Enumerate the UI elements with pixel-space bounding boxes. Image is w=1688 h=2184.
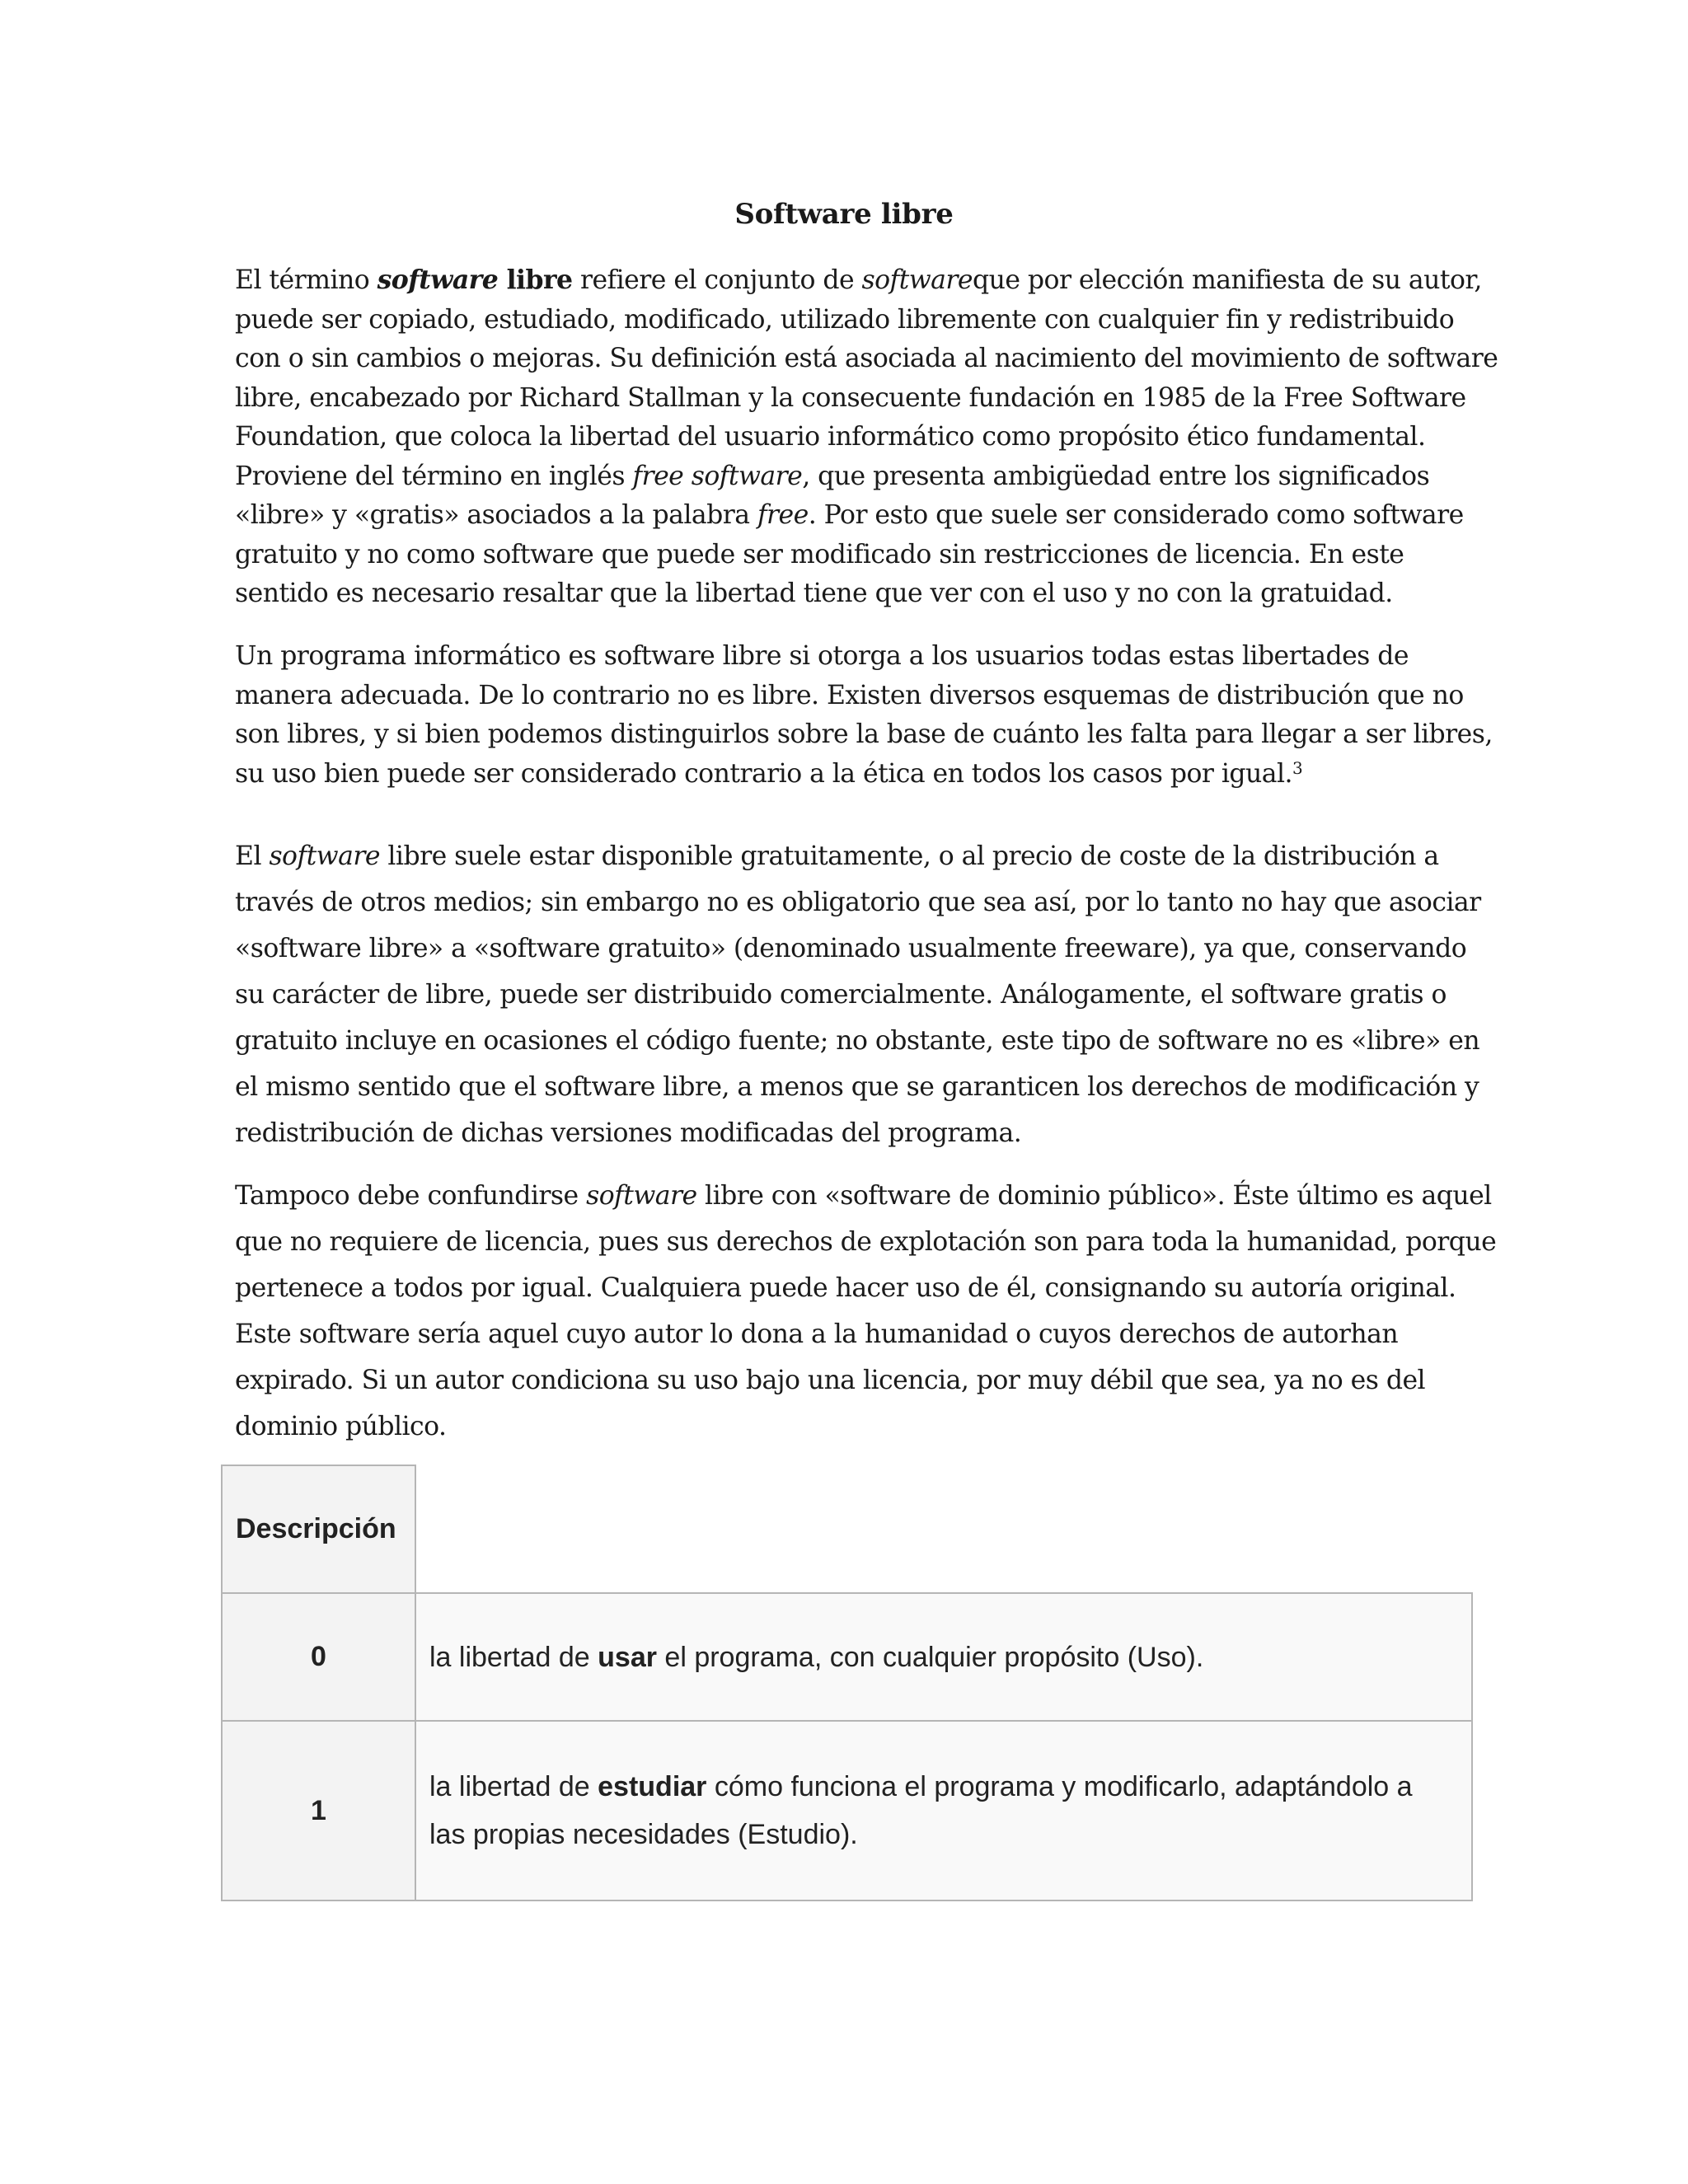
text-line (235, 1173, 1492, 1219)
paragraph-public-domain (235, 1173, 1497, 1450)
text-line: «software libre» a «software gratuito» (denominado usualmente freeware), ya que, conservando (235, 934, 1467, 963)
strong-libre: libre (498, 265, 573, 295)
text-run: libre con «software de dominio público». Éste último es aquel (696, 1181, 1492, 1211)
text-line: son libres, y si bien podemos distinguirlos sobre la base de cuánto les falta para llegar a ser libres, (235, 719, 1493, 749)
table-cell-number: 0 (221, 1592, 416, 1722)
strong-usar: usar (598, 1641, 657, 1673)
text-line: manera adecuada. De lo contrario no es libre. Existen diversos esquemas de distribución que no (235, 680, 1464, 710)
text-run: Tampoco debe confundirse (235, 1181, 587, 1211)
text-line: las propias necesidades (Estudio). (429, 1819, 858, 1850)
text-line (235, 833, 1471, 879)
table-cell-description (415, 1720, 1473, 1901)
text-line: gratuito incluye en ocasiones el código fuente; no obstante, este tipo de software no es «libre» en (235, 1026, 1480, 1056)
freedoms-table (221, 1465, 1473, 1901)
text-line: Foundation, que coloca la libertad del usuario informático como propósito ético fundamental. (235, 422, 1426, 452)
paragraph-definition (235, 260, 1498, 614)
document-title: Software libre (734, 198, 954, 231)
text-run: El término (235, 265, 377, 295)
text-run: su uso bien puede ser considerado contrario a la ética en todos los casos por igual. (235, 758, 1292, 789)
emphasis-software: software (586, 1181, 697, 1211)
text-run: el programa, con cualquier propósito (Uso). (656, 1641, 1204, 1673)
text-run: refiere el conjunto de (572, 265, 862, 295)
text-run: cómo funciona el programa y modificarlo, adaptándolo a (706, 1771, 1413, 1802)
paragraph-freedoms (235, 637, 1493, 794)
text-run: la libertad de (429, 1771, 598, 1802)
strong-estudiar: estudiar (598, 1771, 707, 1802)
text-line: libre, encabezado por Richard Stallman y la consecuente fundación en 1985 de la Free Software (235, 382, 1466, 413)
text-line (235, 496, 1471, 536)
emphasis-software: software (861, 265, 973, 295)
text-line: través de otros medios; sin embargo no es obligatorio que sea así, por lo tanto no hay que asociar (235, 888, 1481, 917)
text-line: sentido es necesario resaltar que la libertad tiene que ver con el uso y no con la gratuidad. (235, 579, 1393, 608)
table-cell-description (415, 1592, 1473, 1722)
text-run: la libertad de (429, 1641, 598, 1673)
text-line: dominio público. (235, 1412, 447, 1441)
text-line: gratuito y no como software que puede ser modificado sin restricciones de licencia. En este (235, 539, 1404, 569)
text-line (235, 260, 1482, 301)
text-line: Este software sería aquel cuyo autor lo dona a la humanidad o cuyos derechos de autorhan (235, 1319, 1399, 1349)
text-run: Proviene del término en inglés (235, 461, 633, 491)
emphasis-software: software (269, 841, 380, 871)
emphasis-free: free (757, 500, 809, 530)
footnote-reference[interactable]: 3 (1292, 757, 1303, 778)
text-run: El (235, 841, 270, 871)
emphasis-free-software: free software (632, 461, 803, 491)
text-line (235, 457, 1471, 497)
text-line: Un programa informático es software libre si otorga a los usuarios todas estas libertades de (235, 641, 1409, 671)
table-cell-number: 1 (221, 1720, 416, 1901)
description-text (429, 1763, 1413, 1858)
text-line (235, 755, 1471, 794)
text-line: redistribución de dichas versiones modificadas del programa. (235, 1118, 1022, 1148)
text-run: . Por esto que suele ser considerado como software (808, 500, 1464, 530)
paragraph-free-vs-gratis (235, 833, 1481, 1156)
text-line: el mismo sentido que el software libre, a menos que se garanticen los derechos de modificación y (235, 1072, 1479, 1102)
table-header-description: Descripción (221, 1465, 416, 1594)
text-line: su carácter de libre, puede ser distribuido comercialmente. Análogamente, el software gratis o (235, 980, 1447, 1010)
text-run: «libre» y «gratis» asociados a la palabra (235, 500, 757, 530)
text-line: con o sin cambios o mejoras. Su definición está asociada al nacimiento del movimiento de software (235, 344, 1498, 373)
text-line: puede ser copiado, estudiado, modificado, utilizado libremente con cualquier fin y redistribuido (235, 304, 1455, 335)
description-text (429, 1633, 1203, 1681)
text-line: pertenece a todos por igual. Cualquiera puede hacer uso de él, consignando su autoría original. (235, 1273, 1456, 1303)
text-line: que no requiere de licencia, pues sus derechos de explotación son para toda la humanidad, porque (235, 1227, 1497, 1257)
text-run: libre suele estar disponible gratuitamente, o al precio de coste de la distribución a (379, 841, 1439, 871)
text-run: , que presenta ambigüedad entre los significados (802, 461, 1430, 491)
text-line: expirado. Si un autor condiciona su uso bajo una licencia, por muy débil que sea, ya no es del (235, 1366, 1426, 1395)
text-run: que por elección manifiesta de su autor, (973, 265, 1482, 295)
emphasis-software: software (377, 265, 499, 295)
text-line (429, 1763, 1413, 1811)
